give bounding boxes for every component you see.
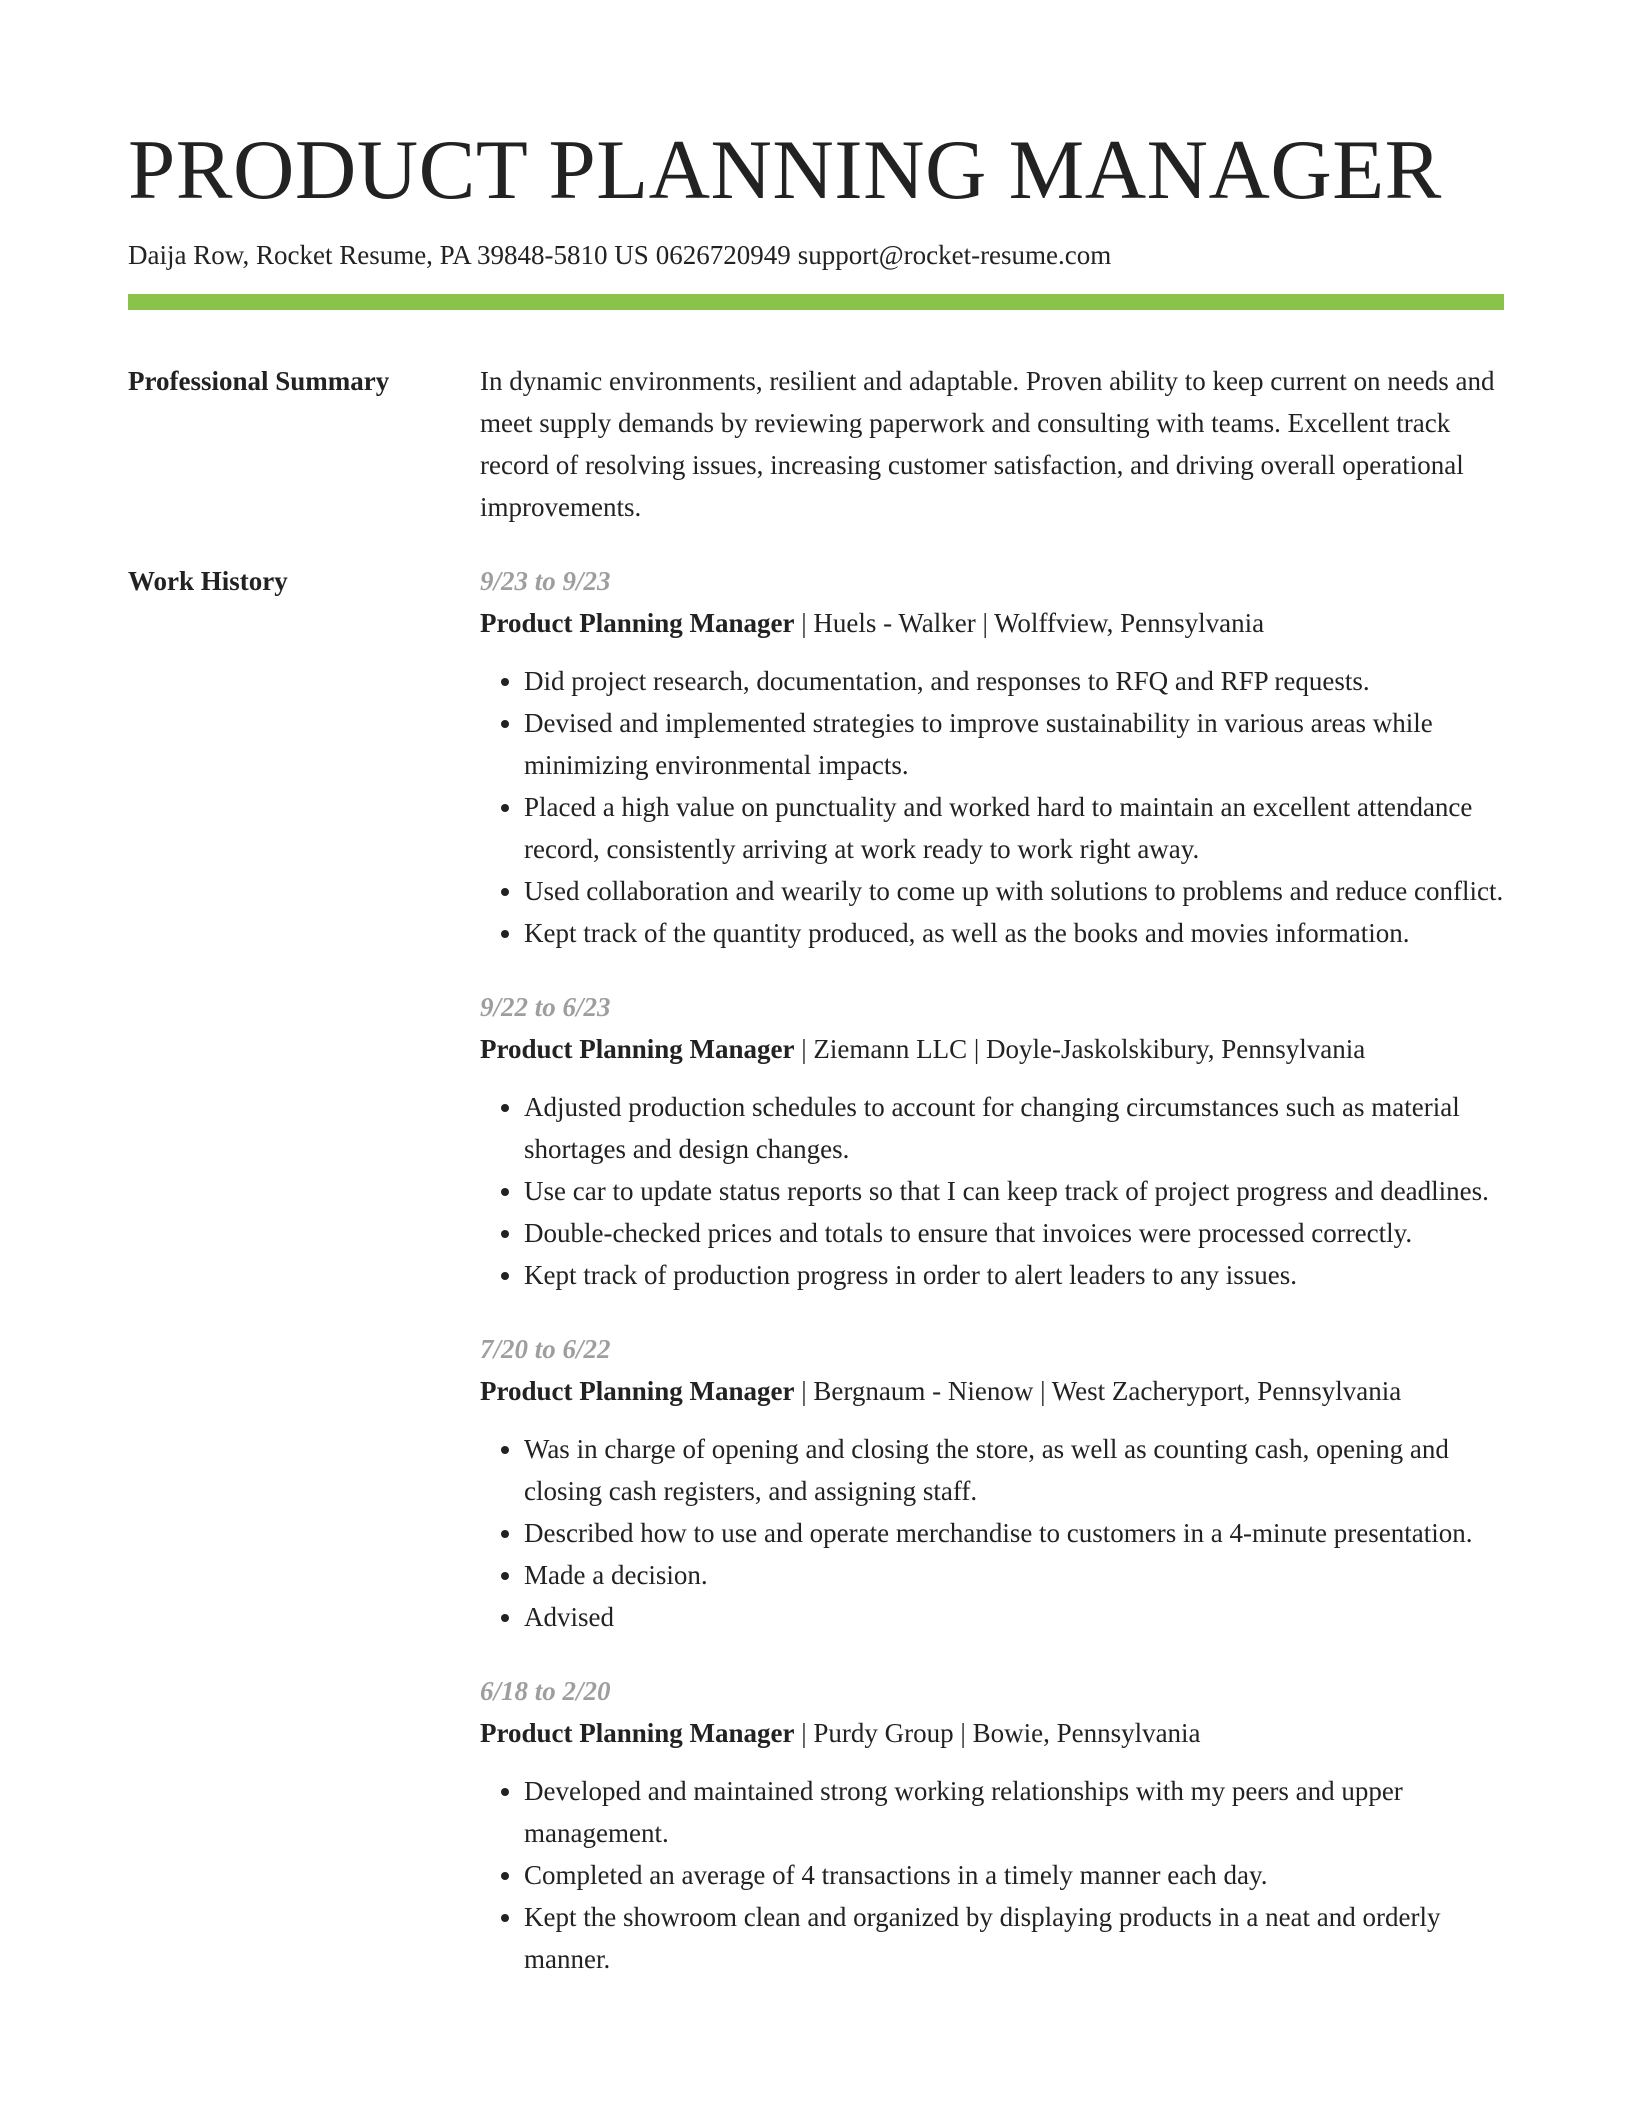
job-bullets [480, 1428, 1504, 1638]
contact-address: Daija Row, Rocket Resume, PA 39848-5810 US [128, 240, 649, 270]
contact-phone: 0626720949 [655, 240, 791, 270]
job-title-line [480, 1028, 1504, 1070]
job-company: | Purdy Group | Bowie, Pennsylvania [794, 1718, 1201, 1748]
header-divider [128, 294, 1504, 310]
job-title: Product Planning Manager [480, 1718, 795, 1748]
job-bullet: • Placed a high value on punctuality and worked hard to maintain an excellent attendance record, consistently arriving at work ready to work right away. [524, 786, 1504, 870]
job-dates: 6/18 to 2/20 [480, 1676, 611, 1706]
job-company: | Huels - Walker | Wolffview, Pennsylvania [794, 608, 1265, 638]
job-bullet: • Developed and maintained strong working relationships with my peers and upper management. [524, 1770, 1504, 1854]
job-dates: 9/22 to 6/23 [480, 992, 611, 1022]
job-title: Product Planning Manager [480, 1376, 795, 1406]
job-bullet: • Made a decision. [524, 1554, 1504, 1596]
job-bullet: • Kept track of production progress in order to alert leaders to any issues. [524, 1254, 1504, 1296]
job-title-line [480, 602, 1504, 644]
job-entry [480, 560, 1504, 954]
job-title-line [480, 1712, 1504, 1754]
section-heading: Professional Summary [128, 366, 390, 396]
professional-summary-section [128, 360, 1504, 528]
job-bullet: • Completed an average of 4 transactions in a timely manner each day. [524, 1854, 1504, 1896]
job-bullet: • Adjusted production schedules to account for changing circumstances such as material shortages and design changes. [524, 1086, 1504, 1170]
job-company: | Bergnaum - Nienow | West Zacheryport, Pennsylvania [794, 1376, 1402, 1406]
job-bullets [480, 1086, 1504, 1296]
summary-text: In dynamic environments, resilient and adaptable. Proven ability to keep current on needs and meet supply demands by reviewing paperwork and consulting with teams. Excellent track record of resolving issues, increasing customer satisfaction, and driving overall operational improvements. [480, 366, 1495, 522]
resume-page [128, 0, 1504, 2012]
job-bullets [480, 660, 1504, 954]
job-dates: 7/20 to 6/22 [480, 1334, 611, 1364]
job-title: Product Planning Manager [480, 608, 795, 638]
work-history-section [128, 560, 1504, 2012]
job-bullet: • Use car to update status reports so that I can keep track of project progress and deadlines. [524, 1170, 1504, 1212]
job-bullet: • Devised and implemented strategies to improve sustainability in various areas while minimizing environmental impacts. [524, 702, 1504, 786]
job-entry [480, 1670, 1504, 1980]
job-dates: 9/23 to 9/23 [480, 566, 611, 596]
job-bullet: • Double-checked prices and totals to ensure that invoices were processed correctly. [524, 1212, 1504, 1254]
job-bullet: • Was in charge of opening and closing the store, as well as counting cash, opening and closing cash registers, and assigning staff. [524, 1428, 1504, 1512]
job-title: Product Planning Manager [480, 1034, 795, 1064]
resume-title: PRODUCT PLANNING MANAGER [128, 123, 1442, 217]
contact-line [128, 238, 1504, 272]
job-bullet: • Advised [524, 1596, 1504, 1638]
job-bullet: • Did project research, documentation, and responses to RFQ and RFP requests. [524, 660, 1504, 702]
contact-email: support@rocket-resume.com [797, 240, 1112, 270]
job-bullet: • Kept track of the quantity produced, as well as the books and movies information. [524, 912, 1504, 954]
job-title-line [480, 1370, 1504, 1412]
job-bullet: • Described how to use and operate merchandise to customers in a 4-minute presentation. [524, 1512, 1504, 1554]
job-bullet: • Kept the showroom clean and organized by displaying products in a neat and orderly manner. [524, 1896, 1504, 1980]
job-bullets [480, 1770, 1504, 1980]
job-bullet: • Used collaboration and wearily to come up with solutions to problems and reduce conflict. [524, 870, 1504, 912]
job-entry [480, 986, 1504, 1296]
job-company: | Ziemann LLC | Doyle-Jaskolskibury, Pennsylvania [794, 1034, 1366, 1064]
job-entry [480, 1328, 1504, 1638]
section-heading: Work History [128, 566, 288, 596]
work-history-list [480, 560, 1504, 2012]
